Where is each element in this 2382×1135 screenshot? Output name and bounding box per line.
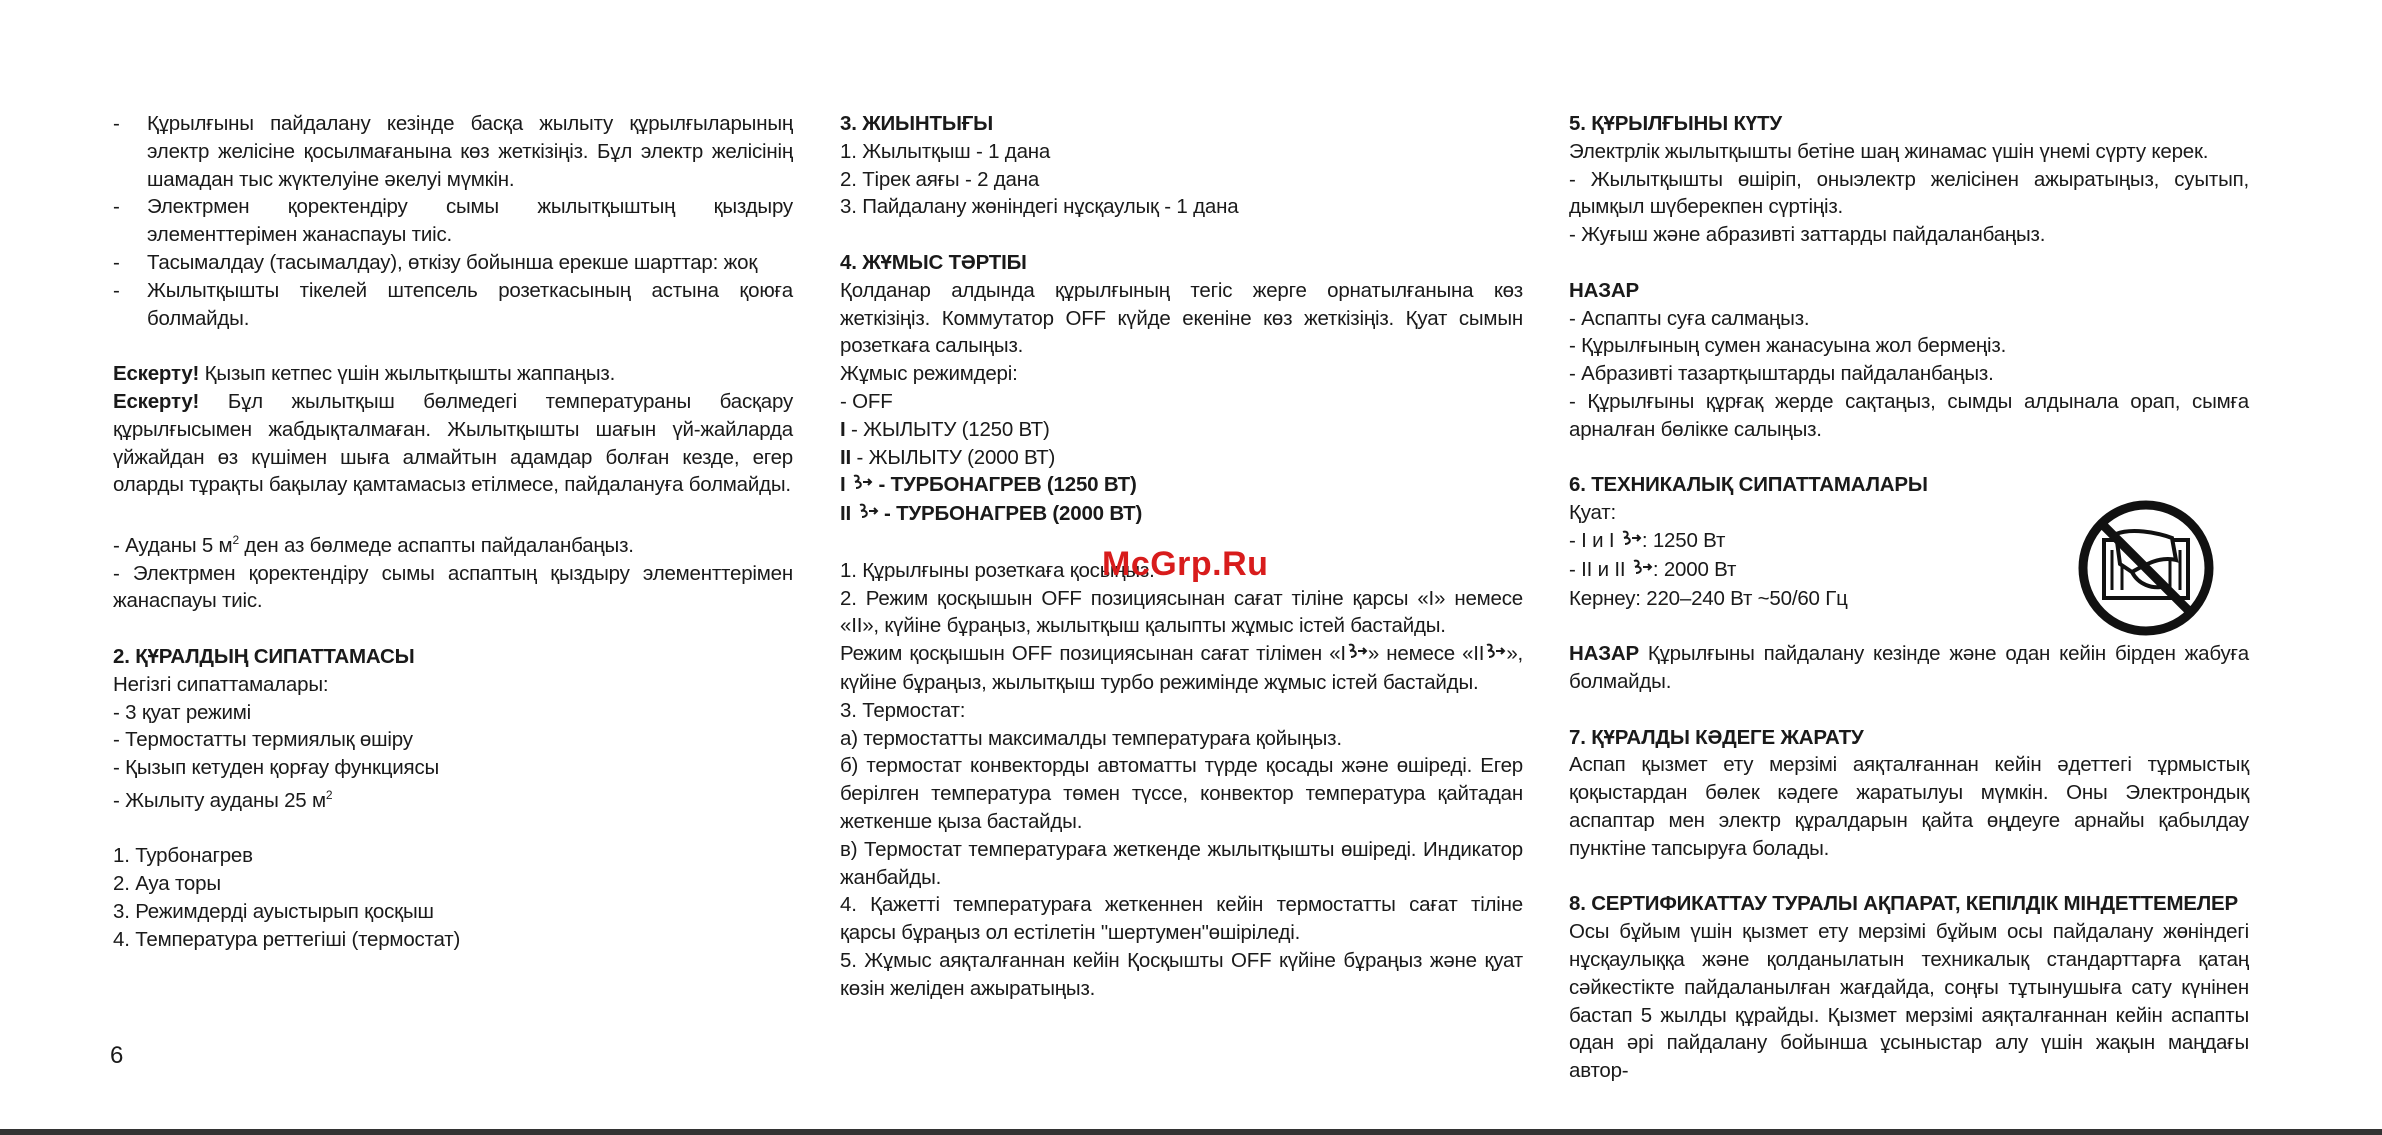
step: 4. Қажетті температураға жеткеннен кейін термостатты сағат тіліне қарсы бұраңыз ол естілетін "шертумен"өшіріледі.	[840, 893, 1523, 945]
list-item: - 3 қуат режимі	[113, 700, 252, 724]
modes-title: Жұмыс режимдері:	[840, 362, 1018, 386]
text-line: - Жуғыш және абразивті заттарды пайдаланбаңыз.	[1569, 223, 2046, 247]
list-item: 1. Турбонагрев	[113, 844, 253, 868]
fan-icon	[1484, 641, 1506, 669]
warning-notes	[113, 360, 793, 499]
section-description	[113, 643, 793, 815]
text-line: - Жылытқышты өшіріп, оныэлектр желісінен ажыратыңыз, суытып, дымқыл шүберекпен сүртіңіз.	[1569, 167, 2249, 219]
section-subtitle: Негізгі сипаттамалары:	[113, 672, 329, 696]
section-title: 2. ҚҰРАЛДЫҢ СИПАТТАМАСЫ	[113, 644, 415, 668]
section-certification	[1569, 890, 2249, 1085]
list-item: - Қызып кетуден қорғау функциясы	[113, 756, 440, 780]
step: а) термостатты максималды температураға қойыңыз.	[840, 726, 1342, 750]
fan-icon	[857, 501, 879, 529]
note-thermostat: Ескерту! Бұл жылытқыш бөлмедегі температураны басқару құрылғысымен жабдықталмаған. Жылытқышты шағын үй-жайларда үйжайдан өз күшімен шыға алмайтын адамдар болған кезде, егер оларды тұрақты бақылау қамтамасыз етілмесе, пайдалануға болмайды.	[113, 389, 793, 497]
step: Режим қосқышын OFF позициясынан сағат тілімен «I » немесе «II », күйіне бұраңыз, жылытқыш турбо режимінде жұмыс істей бастайды.	[840, 642, 1524, 694]
watermark: McGrp.Ru	[1102, 545, 1269, 583]
step: 5. Жұмыс аяқталғаннан кейін Қосқышты OFF күйіне бұраңыз және қуат көзін желіден ажыратыңыз.	[840, 948, 1523, 1000]
mode-off: - OFF	[840, 389, 893, 413]
do-not-cover-icon	[2076, 498, 2216, 638]
text-line: - Құрылғының сумен жанасуына жол бермеңіз.	[1569, 334, 2007, 358]
list-item: - Тасымалдау (тасымалдау), өткізу бойынша ерекше шарттар: жоқ	[113, 250, 758, 274]
power-1: - I и I : 1250 Вт	[1569, 527, 2249, 556]
section-attention	[1569, 277, 2249, 444]
section-title: 8. СЕРТИФИКАТТАУ ТУРАЛЫ АҚПАРАТ, КЕПІЛДІК МІНДЕТТЕМЕЛЕР	[1569, 892, 2238, 916]
section-title: 7. ҚҰРАЛДЫ КӘДЕГЕ ЖАРАТУ	[1569, 725, 1864, 749]
mode-turbo-1250: I - ТУРБОНАГРЕВ (1250 ВТ)	[840, 471, 1523, 500]
text-line: - Абразивті тазартқыштарды пайдаланбаңыз.	[1569, 362, 1994, 386]
fan-icon	[1620, 528, 1642, 556]
list-item: 3. Пайдалану жөніндегі нұсқаулық - 1 дана	[840, 195, 1239, 219]
operation-steps	[840, 557, 1523, 1003]
attention-cover-text: НАЗАР Құрылғыны пайдалану кезінде және одан кейін бірден жабуға болмайды.	[1569, 642, 2249, 693]
step: 1. Құрылғыны розеткаға қосыңыз.	[840, 558, 1155, 582]
section-contents	[840, 110, 1523, 221]
mode-heat-1250: I - ЖЫЛЫТУ (1250 ВТ)	[840, 417, 1050, 441]
warning-bullet-list	[113, 110, 793, 332]
disposal-text: Аспап қызмет ету мерзімі аяқталғаннан кейін әдеттегі тұрмыстық қоқыстардан бөлек кәдеге жаратылуы мүмкін. Оны Электрондық аспаптар мен электр құралдарын қайта өңдеуге арнайы қабылдау пунктіне тапсыруға болады.	[1569, 753, 2249, 860]
note-cord: - Электрмен қоректендіру сымы аспаптың қыздыру элементтерімен жанаспауы тиіс.	[113, 561, 793, 613]
voltage: Кернеу: 220–240 Вт ~50/60 Гц	[1569, 586, 1848, 610]
step: в) Термостат температураға жеткенде жылытқышты өшіреді. Индикатор жанбайды.	[840, 837, 1523, 889]
section-title: 4. ЖҰМЫС ТӘРТІБІ	[840, 250, 1027, 274]
attention-cover	[1569, 640, 2249, 696]
mode-turbo-2000: II - ТУРБОНАГРЕВ (2000 ВТ)	[840, 500, 1523, 529]
fan-icon	[851, 472, 873, 500]
step: 3. Термостат:	[840, 698, 966, 722]
power-label: Қуат:	[1569, 501, 1616, 525]
note-room-area: - Ауданы 5 $м^2$ ден аз бөлмеде аспапты пайдаланбаңыз.	[113, 532, 634, 557]
step: б) термостат конвекторды автоматты түрде қосады және өшіреді. Егер берілген температура төмен түссе, конвектор температура қайтадан жеткенше қыза бастайды.	[840, 754, 1523, 833]
column-left	[113, 110, 793, 981]
fan-icon	[1631, 557, 1653, 585]
parts-list	[113, 842, 793, 953]
list-item: - Жылытқышты тікелей штепсель розеткасының астына қоюға болмайды.	[113, 278, 793, 330]
list-item: - Құрылғыны пайдалану кезінде басқа жылыту құрылғыларының электр желісіне қосылмағанына көз жеткізіңіз. Бұл электр желісінің шамадан тыс жүктелуіне әкелуі мүмкін.	[113, 112, 793, 191]
note-overheat: Ескерту! Қызып кетпес үшін жылытқышты жаппаңыз.	[113, 362, 616, 386]
section-operation	[840, 249, 1523, 529]
list-item: - Жылыту ауданы 25 $м^2$	[113, 787, 333, 812]
room-notes	[113, 527, 793, 615]
operation-intro: Қолданар алдында құрылғының тегіс жерге орнатылғанына көз жеткізіңіз. Коммутатор OFF күйде екеніне көз жеткізіңіз. Қуат сымын розеткаға салыңыз.	[840, 278, 1523, 358]
step: 2. Режим қосқышын OFF позициясынан сағат тіліне қарсы «I» немесе «II», күйіне бұраңыз, жылытқыш қалыпты жұмыс істей бастайды.	[840, 586, 1523, 638]
section-title: НАЗАР	[1569, 278, 1639, 302]
section-title: 3. ЖИЫНТЫҒЫ	[840, 112, 994, 135]
text-line: - Аспапты суға салмаңыз.	[1569, 306, 1810, 330]
page-number: 6	[110, 1042, 124, 1069]
text-line: Электрлік жылытқышты бетіне шаң жинамас үшін үнемі сүрту керек.	[1569, 139, 2209, 163]
fan-icon	[1346, 641, 1368, 669]
list-item: 1. Жылытқыш - 1 дана	[840, 139, 1051, 163]
bottom-border	[0, 1129, 2382, 1135]
text-line: - Құрылғыны құрғақ жерде сақтаңыз, сымды алдынала орап, сымға арналған бөлікке салыңыз.	[1569, 389, 2249, 441]
certification-text: Осы бұйым үшін қызмет ету мерзімі бұйым осы пайдалану жөніндегі нұсқаулыққа және қолданылатын техникалық стандарттарға қатаң сәйкестікте пайдаланылған жағдайда, соңғы тұтынушыға сату күнінен бастап 5 жылды құрайды. Қызмет мерзімі аяқталғаннан кейін аспапты одан әрі пайдалану бойынша ұсыныстар алу үшін жақын маңдағы автор-	[1569, 920, 2249, 1083]
list-item: 2. Ауа торы	[113, 872, 221, 896]
list-item: 4. Температура реттегіші (термостат)	[113, 927, 461, 951]
list-item: - Электрмен қоректендіру сымы жылытқыштың қыздыру элементтерімен жанаспауы тиіс.	[113, 195, 793, 247]
section-title: 5. ҚҰРЫЛҒЫНЫ КҮТУ	[1569, 112, 1782, 135]
power-2: - II и II : 2000 Вт	[1569, 556, 2249, 585]
mode-heat-2000: II - ЖЫЛЫТУ (2000 ВТ)	[840, 445, 1056, 469]
list-item: 2. Тірек аяғы - 2 дана	[840, 167, 1040, 191]
list-item: 3. Режимдерді ауыстырып қосқыш	[113, 899, 434, 923]
section-title: 6. ТЕХНИКАЛЫҚ СИПАТТАМАЛАРЫ	[1569, 473, 1928, 497]
list-item: - Термостатты термиялық өшіру	[113, 728, 413, 752]
section-maintenance	[1569, 110, 2249, 249]
section-disposal	[1569, 724, 2249, 863]
